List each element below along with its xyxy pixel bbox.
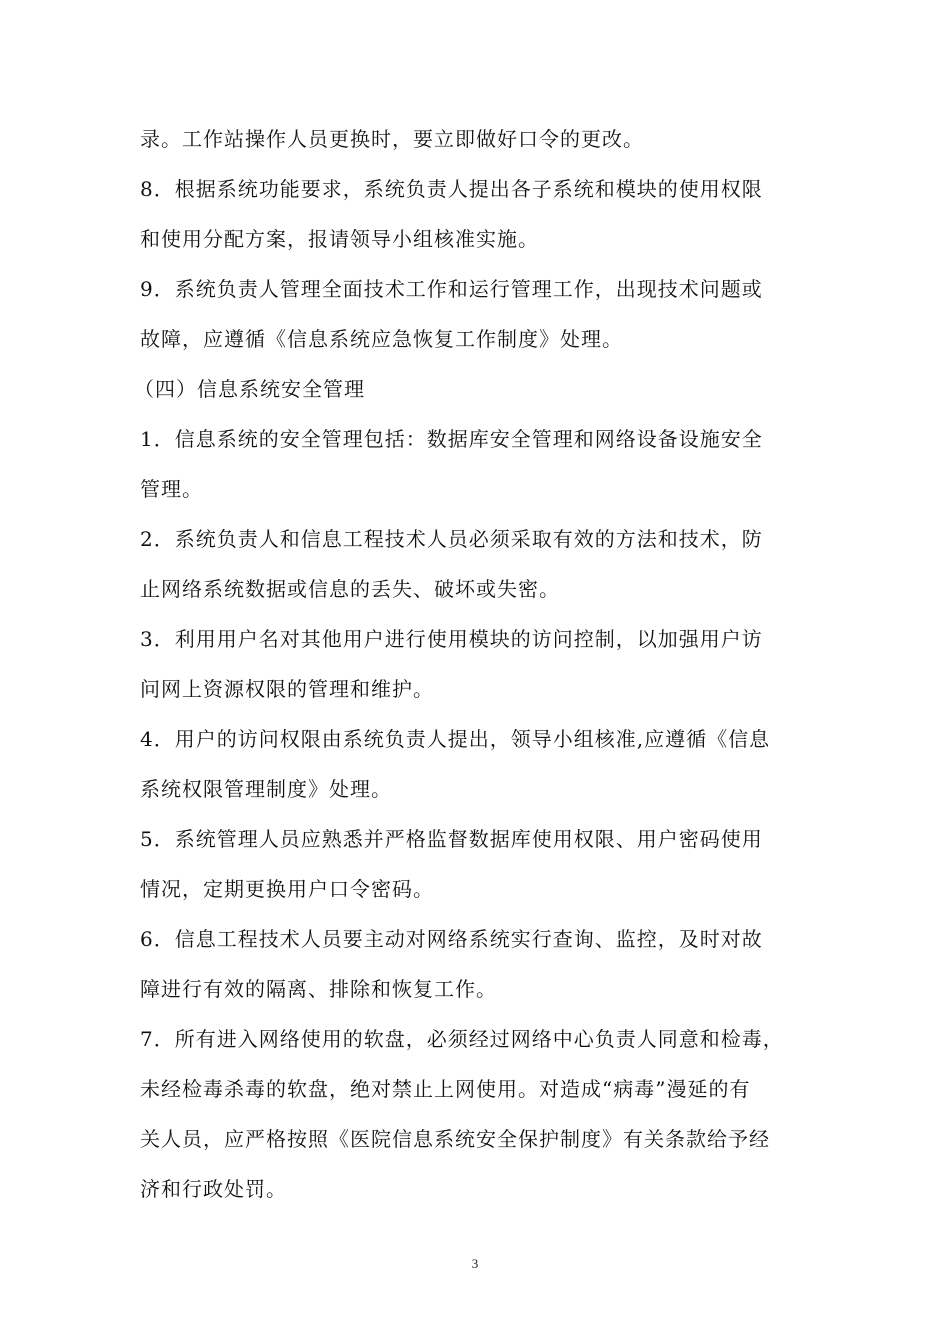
text-line: 济和行政处罚。: [140, 1177, 287, 1201]
text-line: 2．系统负责人和信息工程技术人员必须采取有效的方法和技术，防: [140, 527, 763, 551]
text-line: 关人员，应严格按照《医院信息系统安全保护制度》有关条款给予经: [140, 1127, 770, 1151]
text-line: 问网上资源权限的管理和维护。: [140, 677, 434, 701]
page-number: 3: [471, 1256, 479, 1271]
text-line: 5．系统管理人员应熟悉并严格监督数据库使用权限、用户密码使用: [140, 827, 763, 851]
text-line: 6．信息工程技术人员要主动对网络系统实行查询、监控，及时对故: [140, 927, 763, 951]
text-line: 录。工作站操作人员更换时，要立即做好口令的更改。: [140, 127, 644, 151]
text-line: 管理。: [140, 477, 203, 501]
text-line: 3．利用用户名对其他用户进行使用模块的访问控制，以加强用户访: [140, 627, 763, 651]
text-line: 4．用户的访问权限由系统负责人提出，领导小组核准,应遵循《信息: [140, 727, 771, 751]
text-line: 障进行有效的隔离、排除和恢复工作。: [140, 977, 497, 1001]
text-line: 9．系统负责人管理全面技术工作和运行管理工作，出现技术问题或: [140, 277, 763, 301]
text-line: 1．信息系统的安全管理包括：数据库安全管理和网络设备设施安全: [140, 427, 763, 451]
text-line: 止网络系统数据或信息的丢失、破坏或失密。: [140, 577, 560, 601]
text-line: 8．根据系统功能要求，系统负责人提出各子系统和模块的使用权限: [140, 177, 763, 201]
text-line: 和使用分配方案，报请领导小组核准实施。: [140, 227, 539, 251]
text-line: 7．所有进入网络使用的软盘，必须经过网络中心负责人同意和检毒，: [140, 1027, 784, 1051]
body-text: [134, 114, 820, 1214]
text-line: 未经检毒杀毒的软盘，绝对禁止上网使用。对造成“病毒”漫延的有: [140, 1077, 751, 1101]
section-heading: （四）信息系统安全管理: [134, 377, 365, 401]
text-line: 情况，定期更换用户口令密码。: [140, 877, 434, 901]
text-line: 系统权限管理制度》处理。: [140, 777, 392, 801]
text-line: 故障，应遵循《信息系统应急恢复工作制度》处理。: [140, 327, 623, 351]
